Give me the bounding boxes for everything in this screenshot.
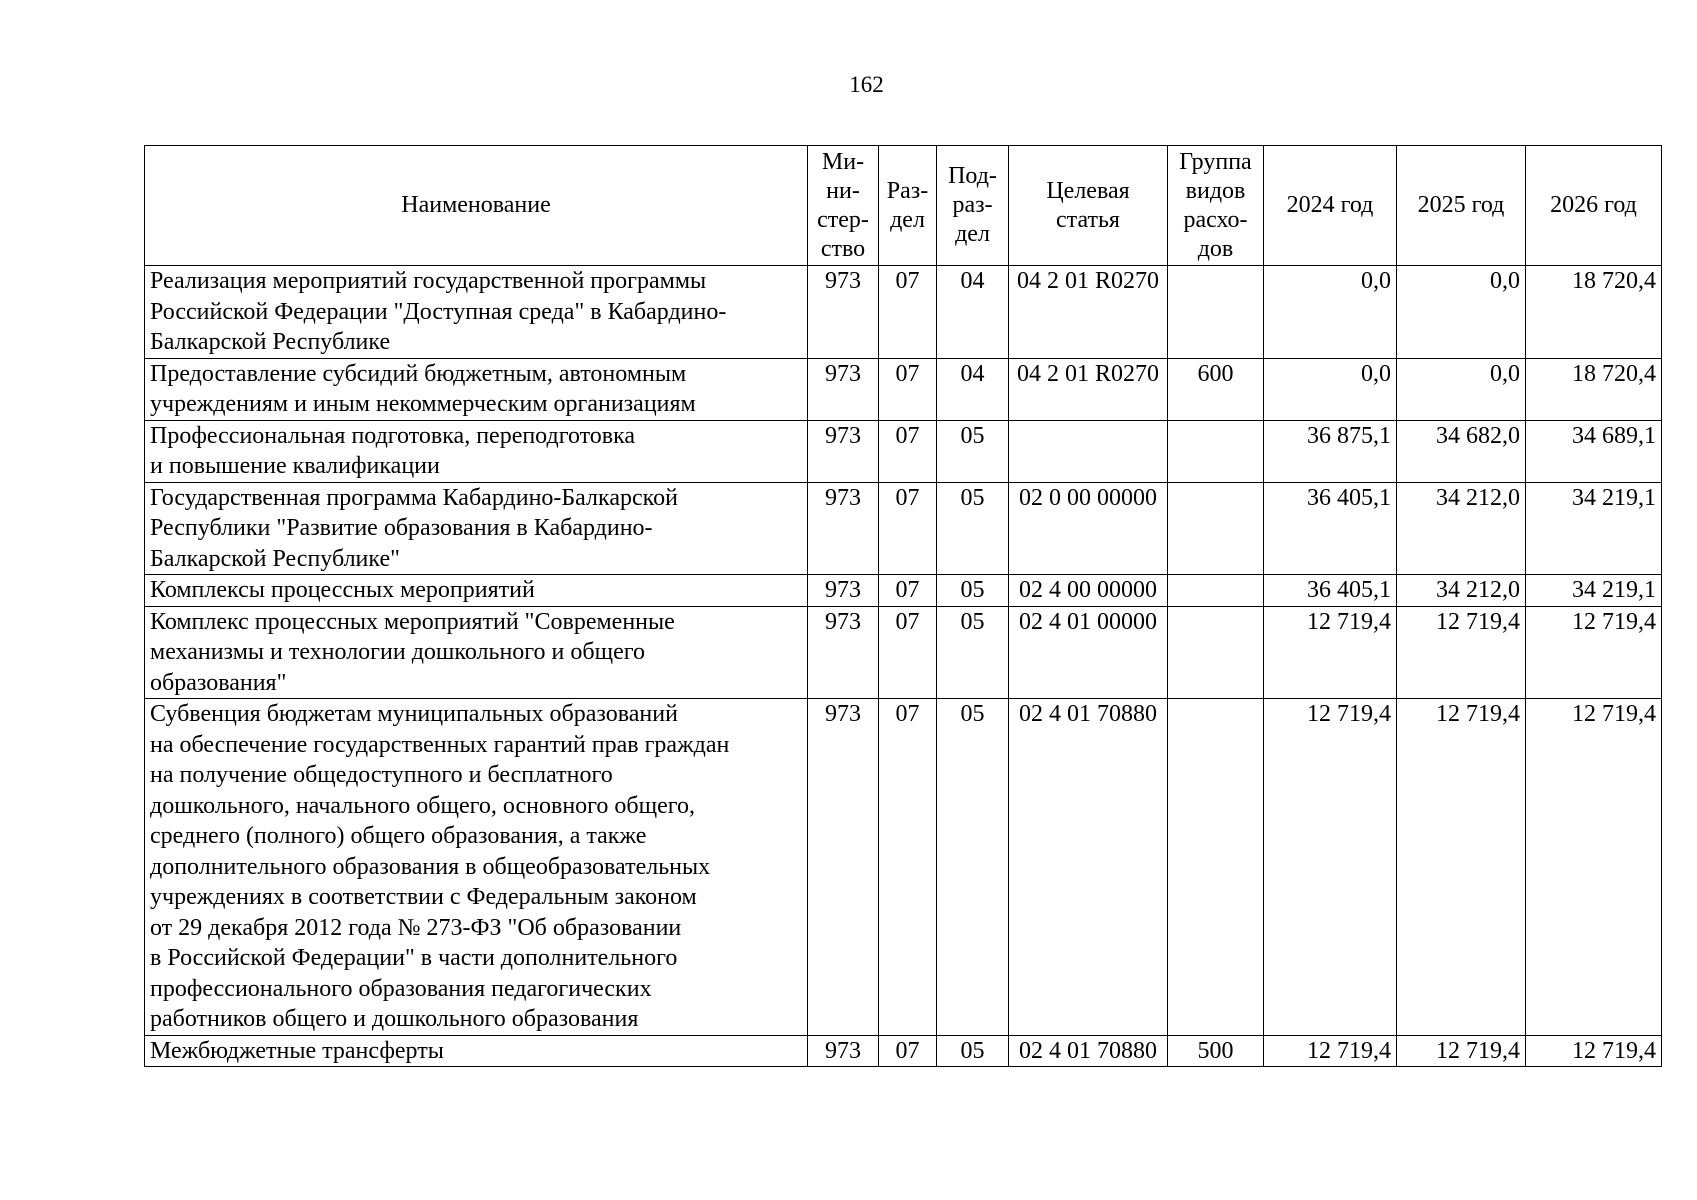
cell-2026: 34 689,1 <box>1526 420 1662 482</box>
header-subsection <box>937 146 1009 266</box>
cell-2026: 12 719,4 <box>1526 1035 1662 1067</box>
cell-2025: 34 682,0 <box>1397 420 1526 482</box>
table-row <box>145 575 1662 607</box>
text-line: работников общего и дошкольного образования <box>150 1006 639 1032</box>
cell-expense-group <box>1168 420 1264 482</box>
cell-2025: 34 212,0 <box>1397 482 1526 575</box>
text-line: дел <box>890 206 925 233</box>
text-line: Группа <box>1179 148 1252 175</box>
cell-name <box>145 606 808 699</box>
cell-2024: 0,0 <box>1264 266 1397 359</box>
text-line: учреждениям и иным некоммерческим организациям <box>150 391 696 417</box>
header-2024: 2024 год <box>1264 146 1397 266</box>
cell-subsection: 05 <box>937 482 1009 575</box>
cell-2026: 18 720,4 <box>1526 358 1662 420</box>
cell-2026: 34 219,1 <box>1526 482 1662 575</box>
table-row <box>145 1035 1662 1067</box>
cell-section: 07 <box>879 1035 937 1067</box>
text-line: раз- <box>952 192 993 218</box>
header-2025: 2025 год <box>1397 146 1526 266</box>
table-row <box>145 699 1662 1036</box>
cell-ministry: 973 <box>808 1035 879 1067</box>
text-line: ни- <box>826 177 860 204</box>
header-expense-group <box>1168 146 1264 266</box>
cell-expense-group <box>1168 266 1264 359</box>
cell-expense-group <box>1168 606 1264 699</box>
text-line: среднего (полного) общего образования, а также <box>150 823 647 849</box>
cell-section: 07 <box>879 358 937 420</box>
cell-expense-group <box>1168 575 1264 607</box>
cell-2026: 12 719,4 <box>1526 606 1662 699</box>
text-line: дошкольного, начального общего, основного общего, <box>150 792 696 819</box>
cell-subsection: 05 <box>937 699 1009 1036</box>
cell-target: 02 4 01 70880 <box>1009 699 1168 1036</box>
cell-target: 04 2 01 R0270 <box>1009 266 1168 359</box>
cell-subsection: 05 <box>937 606 1009 699</box>
text-line: дов <box>1197 235 1234 262</box>
text-line: образования" <box>150 669 287 696</box>
cell-2026: 34 219,1 <box>1526 575 1662 607</box>
cell-2026: 18 720,4 <box>1526 266 1662 359</box>
text-line: Целевая <box>1046 177 1130 204</box>
text-line: Балкарской Республике <box>150 329 391 355</box>
text-line: видов <box>1185 177 1246 204</box>
cell-name <box>145 575 808 607</box>
budget-table <box>144 145 1662 1067</box>
text-line: дополнительного образования в общеобразовательных <box>150 853 711 880</box>
text-line: профессионального образования педагогических <box>150 975 652 1002</box>
text-line: Реализация мероприятий государственной программы <box>150 268 707 294</box>
text-line: Ми- <box>821 148 865 175</box>
header-ministry <box>808 146 879 266</box>
cell-ministry: 973 <box>808 420 879 482</box>
table-row <box>145 482 1662 575</box>
cell-target: 02 4 00 00000 <box>1009 575 1168 607</box>
header-2026: 2026 год <box>1526 146 1662 266</box>
text-line: от 29 декабря 2012 года № 273-ФЗ "Об образовании <box>150 914 682 941</box>
cell-2025: 12 719,4 <box>1397 1035 1526 1067</box>
text-line: Профессиональная подготовка, переподготовка <box>150 422 636 449</box>
cell-2025: 34 212,0 <box>1397 575 1526 607</box>
cell-target: 02 4 01 00000 <box>1009 606 1168 699</box>
cell-2026: 12 719,4 <box>1526 699 1662 1036</box>
text-line: Предоставление субсидий бюджетным, автономным <box>150 360 687 387</box>
table-row <box>145 420 1662 482</box>
cell-name <box>145 266 808 359</box>
cell-2025: 12 719,4 <box>1397 699 1526 1036</box>
cell-2025: 0,0 <box>1397 358 1526 420</box>
cell-name <box>145 358 808 420</box>
page-number: 162 <box>849 72 884 97</box>
cell-section: 07 <box>879 606 937 699</box>
cell-name <box>145 482 808 575</box>
cell-name <box>145 420 808 482</box>
cell-name <box>145 699 808 1036</box>
text-line: механизмы и технологии дошкольного и общего <box>150 639 645 665</box>
cell-2024: 12 719,4 <box>1264 606 1397 699</box>
cell-ministry: 973 <box>808 358 879 420</box>
header-name: Наименование <box>145 146 808 266</box>
cell-target <box>1009 420 1168 482</box>
cell-ministry: 973 <box>808 575 879 607</box>
text-line: на получение общедоступного и бесплатного <box>150 762 613 788</box>
cell-section: 07 <box>879 699 937 1036</box>
cell-target: 04 2 01 R0270 <box>1009 358 1168 420</box>
cell-subsection: 05 <box>937 420 1009 482</box>
text-line: и повышение квалификации <box>150 453 440 479</box>
cell-2024: 36 875,1 <box>1264 420 1397 482</box>
cell-2025: 12 719,4 <box>1397 606 1526 699</box>
text-line: статья <box>1056 206 1120 233</box>
text-line: Субвенция бюджетам муниципальных образований <box>150 701 678 727</box>
text-line: Балкарской Республике" <box>150 545 400 572</box>
cell-subsection: 05 <box>937 1035 1009 1067</box>
text-line: Комплексы процессных мероприятий <box>150 577 535 603</box>
table-body <box>145 266 1662 1067</box>
header-target <box>1009 146 1168 266</box>
cell-section: 07 <box>879 575 937 607</box>
cell-section: 07 <box>879 482 937 575</box>
text-line: в Российской Федерации" в части дополнительного <box>150 945 678 971</box>
text-line: стер- <box>817 206 869 233</box>
text-line: Государственная программа Кабардино-Балкарской <box>150 484 678 511</box>
cell-2024: 12 719,4 <box>1264 699 1397 1036</box>
text-line: Под- <box>948 163 997 189</box>
table-row <box>145 606 1662 699</box>
cell-name <box>145 1035 808 1067</box>
table-row <box>145 266 1662 359</box>
cell-2024: 12 719,4 <box>1264 1035 1397 1067</box>
cell-section: 07 <box>879 420 937 482</box>
cell-ministry: 973 <box>808 606 879 699</box>
text-line: учреждениях в соответствии с Федеральным законом <box>150 884 697 910</box>
text-line: Межбюджетные трансферты <box>150 1037 444 1064</box>
header-section <box>879 146 937 266</box>
text-line: ство <box>820 235 866 262</box>
cell-2024: 0,0 <box>1264 358 1397 420</box>
header-row <box>145 146 1662 266</box>
cell-ministry: 973 <box>808 266 879 359</box>
cell-section: 07 <box>879 266 937 359</box>
cell-expense-group <box>1168 482 1264 575</box>
text-line: Комплекс процессных мероприятий "Современные <box>150 608 675 635</box>
text-line: Раз- <box>886 177 929 204</box>
cell-target: 02 0 00 00000 <box>1009 482 1168 575</box>
cell-ministry: 973 <box>808 482 879 575</box>
cell-subsection: 04 <box>937 266 1009 359</box>
cell-2024: 36 405,1 <box>1264 575 1397 607</box>
cell-2024: 36 405,1 <box>1264 482 1397 575</box>
cell-target: 02 4 01 70880 <box>1009 1035 1168 1067</box>
text-line: дел <box>955 221 990 247</box>
cell-expense-group: 500 <box>1168 1035 1264 1067</box>
cell-ministry: 973 <box>808 699 879 1036</box>
cell-expense-group <box>1168 699 1264 1036</box>
cell-2025: 0,0 <box>1397 266 1526 359</box>
table-row <box>145 358 1662 420</box>
cell-subsection: 04 <box>937 358 1009 420</box>
text-line: Республики "Развитие образования в Кабардино- <box>150 515 653 541</box>
cell-subsection: 05 <box>937 575 1009 607</box>
text-line: расхо- <box>1183 206 1248 233</box>
text-line: на обеспечение государственных гарантий прав граждан <box>150 731 730 758</box>
cell-expense-group: 600 <box>1168 358 1264 420</box>
text-line: Российской Федерации "Доступная среда" в Кабардино- <box>150 298 727 325</box>
